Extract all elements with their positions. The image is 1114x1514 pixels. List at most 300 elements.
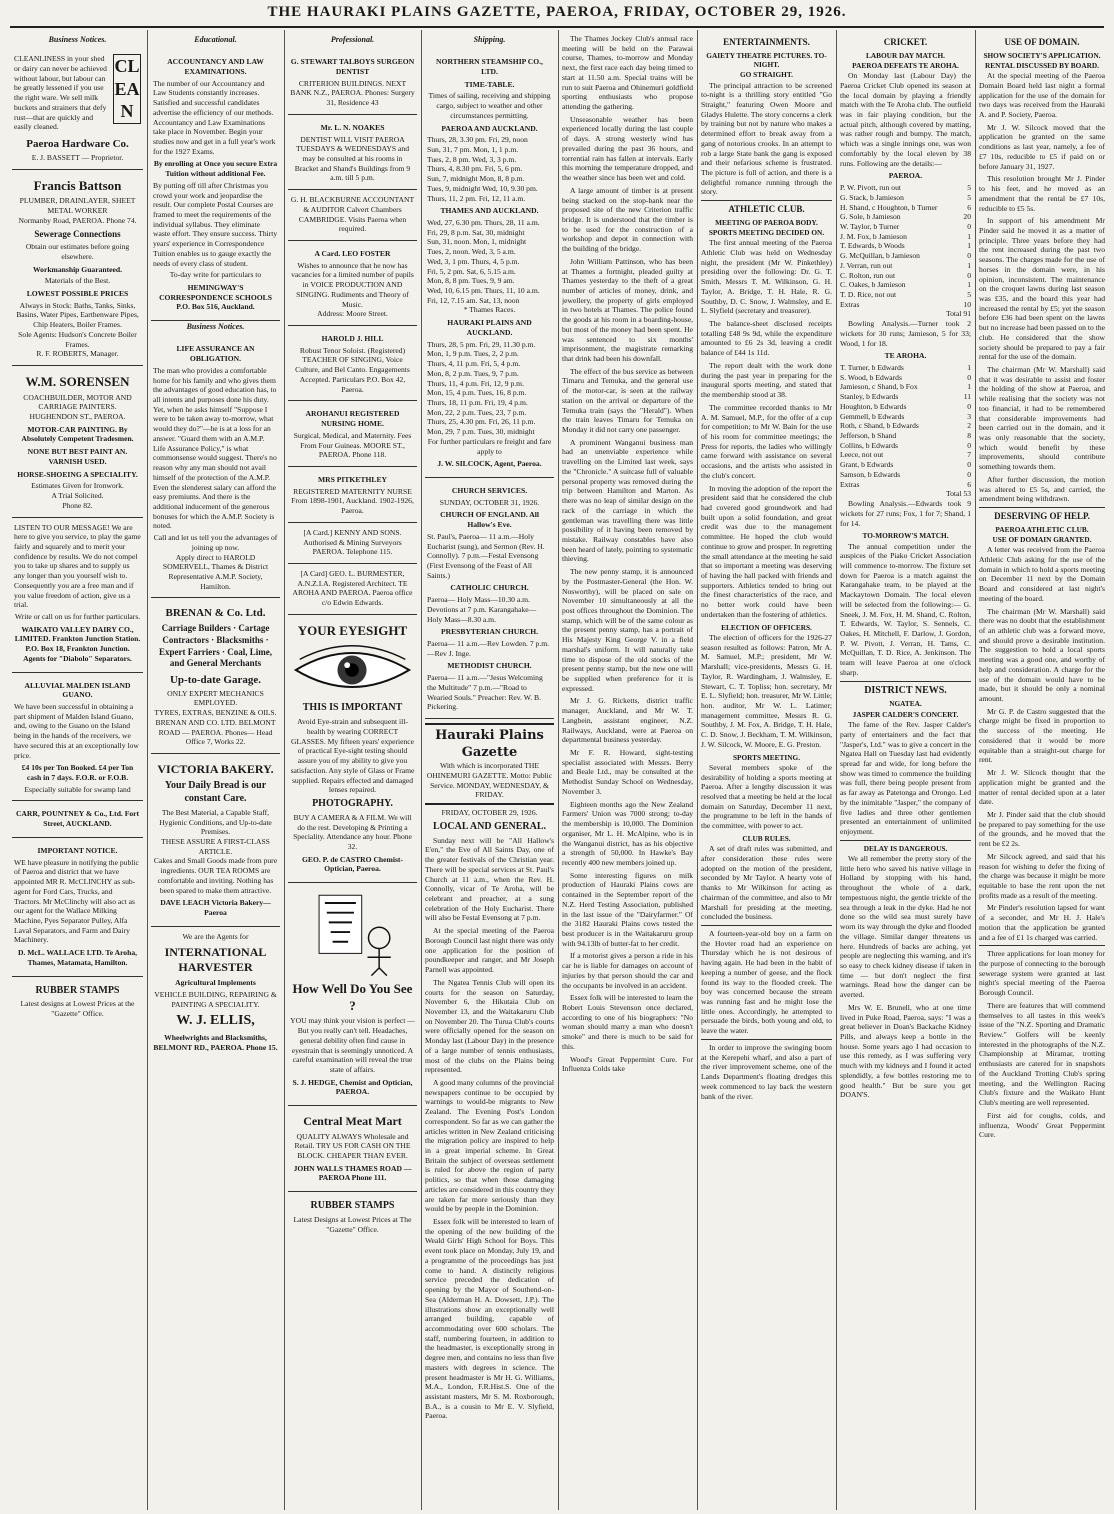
score-row: [840, 373, 971, 383]
score-row: [840, 212, 971, 222]
article-paragraph: Mr J. W. Silcock thought that the application might be granted and the matter of rental decided upon at a later date.: [979, 768, 1105, 807]
score-row: [840, 290, 971, 300]
runs: 1: [967, 382, 971, 392]
athletic-sub: MEETING OF PAEROA BODY.: [715, 217, 818, 227]
athletic-title: ATHLETIC CLUB.: [701, 200, 832, 216]
article-paragraph: A letter was received from the Paeroa Athletic Club asking for the use of the domain in which to hold a sports meeting on December 11 next by the Domain Board and considered at last night's meeting of the board.: [979, 545, 1105, 603]
timetable-row: Thurs, 18, 11 p.m. Fri, 19, 4 p.m.: [427, 397, 528, 407]
lowest-prices: LOWEST POSSIBLE PRICES: [26, 288, 129, 298]
listen-text: LISTEN TO OUR MESSAGE! We are here to give you service, to play the game fairly and squarely and to merit your confidence by results. We do not compel you to take up shares and to supply us any longer than you yourself wish to. Consequently you are a free man and if you value freedom of action, give us a trial.: [14, 522, 141, 610]
ent-title: ENTERTAINMENTS.: [723, 37, 810, 47]
score-row: [840, 261, 971, 271]
batsman: Samson, b Edwards: [840, 469, 901, 479]
sole-agents: Sole Agents: Hudson's Concrete Boiler Frames.: [18, 329, 137, 349]
officers-text: The election of officers for the 1926-27 season resulted as follows: Patron, Mr A. M. Samuel, M.P.; president, Mr W. Marshall; vice-presidents, Messrs G. H. Taylor, R. Wardingham, J. Walmsley, E. Stewart, C. T. Topliss; hon. secretary, Mr E. L. Slyfield; hon. treasurer, Mr W. Little; hon. auditor, Mr W. L. Latimer; management committee, Messrs R. G. Southby, J. M. Fox, A. Bridge, T. H. Hale, C. D. Snow, J. Beckham, T. M. Wilkinson, J. W. Silcock, W. Moore, E. G. Preston.: [701, 632, 832, 749]
enrol-heading: By enrolling at Once you secure Extra Tuition without additional Fee.: [153, 159, 278, 179]
blackburne-ad: [288, 190, 417, 241]
paeroa-defeats: PAEROA DEFEATS TE AROHA.: [852, 60, 959, 70]
article-paragraph: At the special meeting of the Paeroa Domain Board held last night a formal application for the use of the domain for two days was received from the Hauraki A. and P. Society, Paeroa.: [979, 71, 1105, 120]
hedge: S. J. HEDGE, Chemist and Optician, PAEROA.: [292, 1077, 413, 1097]
runs: 1: [967, 241, 971, 251]
manager: R. F. ROBERTS, Manager.: [36, 349, 119, 359]
column-cricket: [840, 34, 971, 1510]
foster-ad: [288, 241, 417, 326]
domain-granted: USE OF DOMAIN GRANTED.: [992, 534, 1092, 544]
aroha-heading: TE AROHA.: [884, 351, 927, 361]
noakes: Mr. L. N. NOAKES: [320, 122, 385, 132]
timetable-text: Times of sailing, receiving and shipping cargo, subject to weather and other circumstances permitting.: [428, 91, 551, 120]
life-assurance-ad: [151, 336, 280, 598]
column-divider: [421, 30, 422, 1510]
timetable-row: Mon, 8, 2 p.m. Tues, 9, 7 p.m.: [427, 368, 519, 378]
local-paragraphs: [425, 836, 554, 1421]
runs: 5: [967, 183, 971, 193]
runs: 1: [967, 363, 971, 373]
arohanui: AROHANUI REGISTERED NURSING HOME.: [305, 409, 400, 429]
sorensen-ad: [12, 366, 143, 518]
none-but-best: NONE BUT BEST PAINT AN. VARNISH USED.: [27, 447, 128, 466]
presby-text: Paeroa— 11 a.m.—Rev Lowden. 7 p.m.—Rev J. Inge.: [427, 639, 550, 658]
methodist: METHODIST CHURCH.: [447, 661, 532, 671]
score-row: [840, 193, 971, 203]
score-row: [840, 460, 971, 470]
church-services: [425, 478, 554, 719]
timetable-row: Mon, 29, 7 p.m. Tues, 30, midnight: [427, 427, 535, 437]
meat-text: QUALITY ALWAYS Wholesale and Retail. TRY US FOR CASH ON THE BLOCK. CHEAPER THAN EVER.: [294, 1131, 411, 1160]
timetable-row: Thurs, 25, 4.30 pm. Fri, 26, 11 p.m.: [427, 417, 536, 427]
score-row: [840, 363, 971, 373]
rubber-stamps-text: Latest Designs at Lowest Prices at The "Gazette" Office.: [293, 1214, 412, 1234]
garage-heading: Up-to-date Garage.: [169, 673, 262, 686]
batsman: T. Edwards, b Woods: [840, 241, 905, 251]
harvester-ad: [151, 927, 280, 1061]
pitkethley: MRS PITKETHLEY: [318, 474, 387, 484]
church-england: CHURCH OF ENGLAND. All Hallow's Eve.: [440, 510, 539, 530]
carr-pountney: CARR, POUNTNEY & Co., Ltd. Fort Street, AUCKLAND.: [15, 809, 140, 829]
help-sub: PAEROA ATHLETIC CLUB.: [995, 524, 1089, 534]
article-paragraph: Mr Silcock agreed, and said that his reason for wishing to defer the fixing of the charge was because it might be more equitable to base the rent upon the net profits made as a result of the meeting.: [979, 851, 1105, 900]
runs: 0: [967, 469, 971, 479]
rubber-stamps-ad: [12, 977, 143, 1025]
article-paragraph: In moving the adoption of the report the president said that he considered the club had covered good groundwork and had built upon a solid foundation, and great credit was due to the management committee. He hoped the club would continue to grow and prosper. In regretting the small attendance at the meeting he said that so important a meeting was deserving of having the hall packed with friends and supporters. Athletics tended to bring out the finest characteristics of the race, and no better work could have been undertaken than the fostering of athletics.: [701, 483, 832, 619]
brenan-name: BRENAN & Co. Ltd.: [165, 607, 266, 620]
implements: Agricultural Implements: [175, 978, 256, 988]
score-row: [840, 183, 971, 193]
runs: 1: [967, 231, 971, 241]
catholic-text: Paeroa— Holy Mass—10.30 a.m. Devotions at 7 p.m. Karangahake— Holy Mass—8.30 a.m.: [427, 595, 537, 624]
score-row: [840, 450, 971, 460]
accountancy-title: ACCOUNTANCY AND LAW EXAMINATIONS.: [167, 57, 264, 76]
battson-ad: [12, 170, 143, 366]
help-title: DESERVING OF HELP.: [979, 507, 1105, 523]
catholic: CATHOLIC CHURCH.: [450, 583, 529, 593]
score-row: [840, 441, 971, 451]
article-paragraph: Wood's Great Peppermint Cure. For Influenza Colds take: [562, 1054, 693, 1074]
officers-heading: ELECTION OF OFFICERS.: [721, 622, 812, 632]
batsman: Extras: [840, 299, 860, 309]
foster-title: A Card. LEO FOSTER: [314, 249, 391, 259]
delay-text: We all remember the pretty story of the little hero who saved his native village in Holland by stopping with his hand, throughout the whole of a dark, tempestuous night, the gentle trickle of the sea through a leak in the dyke. Had he not done so the wild sea must surely have worn its way through the dyke and flooded the village. Similar danger threatens us here. Hundreds of backs are aching, yet people are neglecting this warning, and it's so easy to check kidney disease if taken in time — but don't neglect the first warnings. Read how the danger can be averted.: [840, 854, 971, 1000]
runs: 7: [967, 450, 971, 460]
battson-name: Francis Battson: [33, 177, 122, 193]
route-heading: PAEROA AND AUCKLAND.: [441, 123, 538, 133]
article-paragraph: If a motorist gives a person a ride in his car he is liable for damages on account of injuries by that person should the car and the occupants be involved in an accident.: [562, 951, 693, 990]
runs: 5: [967, 289, 971, 299]
article-paragraph: After further discussion, the motion was altered to £5 5s, and carried, the amendment being withdrawn.: [979, 474, 1105, 504]
help-paragraphs: [979, 545, 1105, 942]
noakes-text: DENTIST WILL VISIT PAEROA TUESDAYS & WEDNESDAYS and may be consulted at his rooms in Bracket and Shand's Buildings from 9 a.m. till 5 p.m.: [294, 134, 411, 183]
write-particulars: To-day write for particulars to: [169, 270, 262, 280]
article-paragraph: The first annual meeting of the Paeroa Athletic Club was held on Wednesday night, the president (Mr W. Pinkethley) presiding over the following: Dr. G. T. Smith, Messrs T. M. Wilkinson, G. H. Taylor, A. Bridge, T. H. Hale, R. G. Southby, D. C. Snow, J. Walmsley, and E. L. Slyfield (secretary and treasurer).: [701, 238, 832, 316]
section-heading: Business Notices.: [186, 322, 245, 332]
batsman: G. McQuillan, b Jamieson: [840, 251, 920, 261]
go-text: The principal attraction to be screened to-night is a thrilling story entitled "Go Straight," featuring Owen Moore and Gladys Hulette. The story concerns a clerk by training but not by nature who makes a determined effort to break away from a gang of notorious crooks. In an attempt to rob a large State bank the gang is exposed and their nefarious scheme is frustrated. The picture is full of action, and there is a delightful romance running through the story.: [701, 80, 832, 197]
runs: 0: [967, 460, 971, 470]
hill: HAROLD J. HILL: [321, 334, 384, 344]
pitkethley-ad: [288, 467, 417, 523]
route-rows: [427, 135, 552, 203]
batsman: Leece, not out: [840, 450, 884, 460]
tomorrow-match: TO-MORROW'S MATCH.: [862, 531, 949, 541]
talboys-ad: [288, 49, 417, 115]
cricket-title: CRICKET.: [883, 37, 928, 47]
aroha-bowling: Bowling Analysis.—Edwards took 9 wickets for 27 runs; Fox, 1 for 7; Shand, 1 for 14.: [840, 499, 971, 528]
batsman: T. Turner, b Edwards: [840, 363, 904, 373]
timetable-row: Fri, 12, 7.15 am. Sat, 13, noon: [427, 295, 520, 305]
rubber-stamps: RUBBER STAMPS: [35, 984, 120, 996]
agents-text: We are the Agents for: [182, 931, 249, 941]
aroha-scorecard: [840, 363, 971, 489]
timetable-row: Sun, 31, noon. Mon, 1, midnight: [427, 237, 527, 247]
column-professional: [288, 34, 417, 1510]
tyres: TYRES, EXTRAS, BENZINE & OILS.: [154, 708, 277, 718]
brenan-address: BRENAN AND CO. LTD. BELMONT ROAD — PAEROA. Phones— Head Office 7, Works 22.: [155, 717, 276, 747]
column-shipping: [425, 34, 554, 1510]
route-rows: [427, 218, 552, 305]
talboys-address: CRITERION BUILDINGS. NEXT BANK N.Z., PAEROA. Phones: Surgery 31, Residence 43: [290, 78, 415, 108]
article-paragraph: In support of his amendment Mr Pinder said he moved it as a matter of principle. Three years before they had the rent increased during the past two seasons. The charges made for the use of horses in the domain were, in his opinion, inconsistent. The maintenance on the croquet lawns during last season was £35, and the board this year had increased the rental by £5; yet the season before £36 had been spent on the lawns but no increase had been passed on to the club. He considered that the show society should be prepared to pay a fair rental for the use of the domain.: [979, 216, 1105, 362]
article-paragraph: Essex folk will be interested to learn the Robert Louis Stevenson once declared, according to one of his biographers: "No woman should marry a man who doesn't smoke" and there is much to be said for this.: [562, 993, 693, 1051]
gazette-nameplate: [425, 723, 554, 805]
domain-paragraphs: [979, 71, 1105, 504]
kenny: [A Card.] KENNY AND SONS. Authorised & Mining Surveyors PAEROA. Telephone 115.: [303, 527, 402, 557]
timetable-row: Mon, 1, 9 p.m. Tues, 2, 2 p.m.: [427, 349, 519, 359]
rubber-stamps-ad: [288, 1192, 417, 1240]
life-title: LIFE ASSURANCE AN OBLIGATION.: [176, 344, 255, 364]
local-general: LOCAL AND GENERAL.: [432, 820, 547, 832]
guano-suitable: Especially suitable for swamp land: [24, 784, 131, 794]
life-call: Call and let us tell you the advantages of joining up now.: [153, 533, 278, 552]
cricket-text: On Monday last (Labour Day) the Paeroa Cricket Club opened its season at the local domain by playing a friendly match with the Te Aroha club. The outfield was in fair playing condition, but the actual pitch, although covered by matting, was rather rough and bumpy. The match, which was a single innings one, was won comfortably by the local eleven by 38 runs. Following are the details:—: [840, 71, 971, 168]
score-row: [840, 241, 971, 251]
domain-title: USE OF DOMAIN.: [1004, 37, 1080, 47]
timetable-row: Mon, 22, 2 p.m. Tues, 23, 7 p.m.: [427, 407, 527, 417]
waikato-ad: [12, 518, 143, 673]
hill-ad: [288, 326, 417, 401]
paeroa-total: Total 91: [946, 309, 971, 319]
hardware-ad: [12, 49, 143, 170]
score-row: [840, 412, 971, 422]
timetable-row: Thurs, 4, 11 p.m. Fri, 5, 4 p.m.: [427, 359, 521, 369]
article-paragraph: Unseasonable weather has been experienced locally during the last couple of days. A strong westerly wind has prevailed during the past 36 hours, and torrential rain has fallen at intervals. Early this morning the temperature dropped, and the weather since has been wet and cold.: [562, 114, 693, 183]
calder-concert: JASPER CALDER'S CONCERT.: [852, 709, 959, 719]
batsman: C. Rolton, run out: [840, 270, 896, 280]
gazette-sub: With which is incorporated THE OHINEMURI GAZETTE. Motto: Public Service. MONDAY, WEDNESDAY, & FRIDAY.: [426, 761, 553, 800]
write-call: Write or call on us for further particulars.: [14, 611, 141, 621]
batsman: Collins, b Edwards: [840, 440, 899, 450]
domain-sub: SHOW SOCIETY'S APPLICATION.: [983, 50, 1101, 60]
eye-icon: [290, 641, 415, 699]
carr-ad: [12, 801, 143, 837]
batsman: P. W. Pivott, run out: [840, 183, 901, 193]
masthead-rule: [10, 26, 1104, 28]
sewerage-text: Obtain our estimates before going elsewhere.: [25, 242, 130, 261]
hedge-ad: [288, 883, 417, 1106]
column-news: [562, 34, 693, 1510]
section-heading: Business Notices.: [48, 35, 107, 44]
walls: JOHN WALLS THAMES ROAD — PAEROA Phone 111.: [293, 1163, 412, 1183]
timetable-row: Thurs, 28, 3.30 pm. Fri, 29, noon: [427, 135, 528, 145]
batsman: Jamieson, c Shand, b Fox: [840, 382, 918, 392]
article-paragraph: The chairman (Mr W. Marshall) said there was no doubt that the establishment of an athletic club was a forward move, and should prove a desirable institution. The suggestion to hold a local sports meeting was a good one, and worthy of help and consideration. A charge for the use of the domain would have to be made, but it should be only a nominal amount.: [979, 606, 1105, 704]
batsman: Jefferson, b Shand: [840, 431, 897, 441]
improve-text: In order to improve the swinging boom at the Kerepehi wharf, and also a part of the river improvement scheme, one of the Lands Department's floating dredges this week commenced to lay back the western bank of the river.: [701, 1042, 832, 1101]
eye-text: Avoid Eye-strain and subsequent ill-health by wearing CORRECT GLASSES. My fifteen years' experience of practical Eye-sight testing should assure you of my ability to give you satisfaction. Any style of Glass or Frame supplied. Repairs effected and damaged lenses repaired.: [290, 717, 415, 795]
calder-text: The fame of the Rev. Jasper Calder's party of entertainers and the fact that "Jasper's, Ltd." was to give a concert in the Ngatea Hall on Tuesday last had evidently spread far and wide, for long before the show was timed to commence the building was full, there being people present from as far away as Patetonga and Orongo. Led by the inimitable "Jasper," the company of five ladies and three other gentlemen presented an entertainment of unlimited enjoyment.: [840, 720, 971, 836]
article-paragraph: The chairman (Mr W. Marshall) said that it was desirable to assist and foster the holding of the show at Paeroa, and while realising that the society was not too financial, it had to be remembered that considerable improvements had been carried out in the domain, and it was only reasonable that the society, which would benefit by these improvements, should contribute something towards them.: [979, 365, 1105, 472]
hemingway: HEMINGWAY'S CORRESPONDENCE SCHOOLS P.O. Box 516, Auckland.: [159, 283, 272, 312]
sorensen-name: W.M. SORENSEN: [25, 373, 130, 389]
victoria-bakery: VICTORIA BAKERY.: [157, 761, 274, 776]
enrol-text: By putting off till after Christmas you crowd your work and jeopardise the result. Our complete Postal Courses are framed to meet the requirements of the individual syllabus. They eliminate waste effort. They ensure success. Thirty years' experience in Correspondence Tuition enables us to gauge exactly the needs of every class of student.: [153, 180, 278, 268]
rubber-stamps: RUBBER STAMPS: [310, 1200, 395, 1212]
tomorrow-text: The annual competition under the auspices of the Piako Cricket Association will commence to-morrow. The fixture set down for Paeroa is a match against the Karangahake team, to be played at the Mackaytown Domain. The local eleven will be selected from the following:— G. Sneek, J. M. Fox, H. M. Shand, C. Rolton, T. Edwards, W. Taylor, S. Sennels, C. Oakes, H. Mitchell, F. Darlow, J. Gordon, P. W. Pivott, J. Verran, H. Tams, C. McQuillan, T. D. Rice, A. Jenkinson. The team will leave Paeroa at one o'clock sharp.: [840, 541, 971, 677]
article-paragraph: The report dealt with the work done during the past year in preparing for the inaugural sports meeting, and stated that the membership stood at 38.: [701, 360, 832, 400]
column-divider: [836, 30, 837, 1510]
meat-mart-ad: [288, 1106, 417, 1192]
batsman: Roth, c Shand, b Edwards: [840, 421, 919, 431]
batsman: Houghton, b Edwards: [840, 401, 907, 411]
important-heading: THIS IS IMPORTANT: [302, 702, 403, 714]
article-paragraph: The committee recorded thanks to Mr A. M. Samuel, M.P., for the offer of a cup for competition; to Mr W. Bain for the use of his room for committee meetings; the Press for reports, the ladies who willingly came forward with assistance on several occasions, and the artists who assisted in the club's concert.: [701, 402, 832, 480]
runs: 0: [967, 372, 971, 382]
runs: 0: [967, 221, 971, 231]
gazette-date: FRIDAY, OCTOBER 29, 1926.: [441, 808, 538, 818]
materials: Materials of the Best.: [44, 276, 111, 286]
article-paragraph: Sunday next will be "All Hallow's E'en," the Eve of All Saints Day, one of the greater festivals of the Christian year. There will be special services at St. Paul's Church at 11 a.m., when the Rev. H. Connolly, vicar of Te Aroha, will be celebrant and preacher, at a sung celebration of the Holy Eucharist. There will also be Festal Evensong at 7 p.m.: [425, 835, 554, 923]
accountancy-ad: [151, 49, 280, 321]
article-paragraph: The effect of the bus service as between Timaru and Temuka, and the general use of the motor-car, is seen at the railway station on the arrival or departure of the Temuka train (says the "Herald"). When the train leaves Timaru for Temuka on Monday it did not carry one passenger.: [562, 366, 693, 435]
article-paragraph: At the special meeting of the Paeroa Borough Council last night there was only one application for the position of poundkeeper and ranger, and Mr Joseph Parnell was appointed.: [425, 926, 554, 975]
timetable-row: Mon, 8, 8 pm. Tues, 9, 9 am.: [427, 276, 515, 286]
article-paragraph: Some interesting figures on milk production of Hauraki Plains cows are contained in the September report of the N.Z. Herd Testing Association, published in the last issue of the "Dairyfarmer." Of the 3182 Hauraki Plains cows tested the best producer is in the Waitakaruru group with 94.13lb of butter-fat to her credit.: [562, 870, 693, 948]
phone: Phone 82.: [62, 500, 93, 510]
ellis-trade: Wheelwrights and Blacksmiths, BELMONT RD., PAEROA. Phone 15.: [153, 1033, 278, 1053]
battson-trade: PLUMBER, DRAINLAYER, SHEET METAL WORKER: [19, 196, 136, 216]
rental-discussed: RENTAL DISCUSSED BY BOARD.: [985, 60, 1099, 70]
column-domain: [979, 34, 1105, 1510]
important-notice-ad: [12, 838, 143, 977]
timetable-row: Thurs, 28, 5 pm. Fri, 29, 11.30 p.m.: [427, 339, 536, 349]
sewerage-heading: Sewerage Connections: [34, 228, 121, 239]
article-paragraph: This resolution brought Mr J. Pinder to his feet, and he moved as an amendment that the rental be £7 10s, reducible to £5 5s.: [979, 174, 1105, 213]
article-paragraph: A prominent Wanganui business man had an unenviable experience while travelling on the Limited last week, says the "Chronicle." A suitcase full of valuable personal property was removed during the trip between Hamilton and Marton. As there was no leap of similar design on the rack of the carriage in which the gentleman was travelling there was little possibility of it having been removed by mistake. Railway constables have also been heard of lately, pointing to systematic thieving.: [562, 437, 693, 564]
arohanui-ad: [288, 401, 417, 467]
batsman: J. M. Fox, b Jamieson: [840, 231, 907, 241]
features-text: There are features that will commend themselves to all tastes in this week's issue of the "N.Z. Sporting and Dramatic Review." Golfers will be keenly interested in the photographs of the N.Z. Championship at Miramar, trotting enthusiasts are catered for in snapshots of the Auckland Trotting Club's spring meeting, and the Wellington Racing Club's fixture and the Waikato Hunt Club's meeting are well represented.: [979, 1000, 1105, 1108]
arohanui-text: Surgical, Medical, and Maternity. Fees From Four Guineas. MOORE ST., PAEROA. Phone 118.: [293, 430, 412, 460]
article-paragraph: Essex folk will be interested to learn of the opening of the new building of the Weald Girls' High School for Boys. This event took place on Monday, July 19, and a programme of the proceedings has just come to hand. A distinctly religious service preceded the dedication of opening by the Mayor of Southend-on-Sea (Alderman H. A. Dowsett, J.P.). The illustrations show an exceptionally well arranged building, capable of accommodating over 600 scholars. The staff, numbering fourteen, in addition to the headmaster, is exceptionally strong in degree men, and contains no less than five masters with degrees in science. The present headmaster is Mr H. G. Williams, M.A., London, F.R.Hist.S. One of the assistant masters, Mr S. M. Roxborough, B.A., is a cousin to Mr E. V. Slyfield, Paeroa.: [425, 1217, 554, 1421]
blackburne: G. H. BLACKBURNE ACCOUNTANT & AUDITOR Calvert Chambers CAMBRIDGE. Visits Paeroa when required.: [290, 195, 415, 234]
trial-solicited: A Trial Solicited.: [51, 491, 104, 501]
guano-title: ALLUVIAL MALDEN ISLAND GUANO.: [24, 680, 131, 700]
ironwork: Estimates Given for Ironwork.: [31, 481, 124, 491]
article-paragraph: The new penny stamp, it is announced by the Postmaster-General (the Hon. W. Nosworthy), will be placed on sale on November 10 simultaneously at all the post offices throughout the Dominion. The stamp, which will be of the same colour as the present penny stamp, has a portrait of His Majesty King George V. in a field marshal's uniform. It will naturally take time to dispose of the old stocks of the present penny stamp, but the new one will be supplied when preference for it is expressed.: [562, 567, 693, 693]
score-row: [840, 203, 971, 213]
score-row: [840, 421, 971, 431]
article-paragraph: A good many columns of the provincial newspapers continue to be occupied by warnings to would-be migrants to New Zealand. The Evening Post's London correspondent. So far as we can gather the articles written in New Zealand criticising the migration policy are inspired to help in a great imperial scheme. In Great Britain the subject of overseas settlement is ruled for above the region of party politics, so that when those damaging articles are considered in this country they are taken far more seriously than they would be by people in the Dominion.: [425, 1077, 554, 1214]
runs: 0: [967, 401, 971, 411]
eye-chart-illustration: [290, 890, 415, 978]
sports-text: Several members spoke of the desirability of holding a sports meeting at Paeroa. After a lengthy discussion it was resolved that a meeting be held at the local domain on Saturday, December 11 next, the programme to be left in the hands of the committee, with power to act.: [701, 762, 832, 831]
victoria-bakery-ad: [151, 754, 280, 927]
section-heading: Educational.: [194, 35, 237, 44]
battson-address: Normanby Road, PAEROA. Phone 74.: [18, 215, 137, 225]
steamship-co: NORTHERN STEAMSHIP CO., LTD.: [436, 57, 543, 76]
article-paragraph: The balance-sheet disclosed receipts totalling £48 9s 9d, while the expenditure amounted to £6 2s 3d, leaving a credit balance of £44 1s 11d.: [701, 319, 832, 358]
horse-shoeing: HORSE-SHOEING A SPECIALITY.: [17, 469, 138, 479]
doan-text: Mrs W. E. Brunell, who at one time lived in Puke Road, Paeroa, says: "I was a great believer in Doan's Backache Kidney Pills, and always keep a bottle in the house. Some years ago I had occasion to use this remedy, as I was suffering very much with my kidneys and I found it acted splendidly, a few bottles restoring me to good health." But be sure you get DOAN'S.: [840, 1002, 971, 1100]
runs: 11: [963, 392, 971, 402]
score-row: [840, 271, 971, 281]
batsman: J. Verran, run out: [840, 260, 893, 270]
how-well-caption: How Well Do You See ?: [292, 981, 413, 1013]
column-divider: [975, 30, 976, 1510]
news-paragraphs: [562, 34, 693, 1074]
rules-text: A set of draft rules was submitted, and after consideration these rules were adopted on the motion of the president, seconded by Mr Taylor. A hearty vote of thanks to Mr Wilkinson for acting as chairman of the committee, and also to Mr Marshall for presiding at the meeting, concluded the business.: [701, 844, 832, 922]
column-divider: [147, 30, 148, 1510]
column-educational: [151, 34, 280, 1510]
hardware-name: Paeroa Hardware Co.: [26, 137, 129, 150]
eyesight-ad: [288, 615, 417, 883]
accountancy-text: The number of our Accountancy and Law Students constantly increases. Satisfied and successful candidates advertise the efficiency of our methods. Accountancy and Law Examinations take place in November. Begin your studies now and get in a full year's work for the 1927 Exams.: [153, 78, 276, 156]
ellis-name: W. J. ELLIS,: [176, 1013, 255, 1029]
foster-text: Wishes to announce that he now has vacancies for a limited number of pupils in VOICE PRODUCTION AND SINGING. Rudiments and Theory of Music.: [291, 260, 414, 309]
batsman: G. Sole, b Jamieson: [840, 212, 901, 222]
rubber-stamps-text: Latest designs at Lowest Prices at the "Gazette" Office.: [20, 999, 135, 1019]
waikato-dairy: WAIKATO VALLEY DAIRY CO., LIMITED. Frankton Junction Station. P.O. Box 18, Frankton Junction. Agents for "Diabolo" Separators.: [14, 624, 141, 663]
score-row: [840, 222, 971, 232]
wallace-ltd: D. McL. WALLACE LTD. Te Aroha, Thames, Matamata, Hamilton.: [17, 948, 138, 967]
cakes-text: Cakes and Small Goods made from pure ingredients. OUR TEA ROOMS are comfortable and inviting. Nothing has been spared to make them attractive.: [153, 856, 278, 895]
see-text: YOU may think your vision is perfect — But you really can't tell. Headaches, general debility often find cause in eyestrain that is seemingly unnoticed. A careful examination will reveal the true state of affairs.: [290, 1016, 415, 1074]
section-heading: Shipping.: [473, 35, 506, 44]
silcock: J. W. SILCOCK, Agent, Paeroa.: [437, 459, 542, 469]
club-rules: CLUB RULES.: [742, 833, 791, 843]
runs: 0: [967, 270, 971, 280]
garage-text: ONLY EXPERT MECHANICS EMPLOYED.: [167, 688, 264, 708]
route-heading: HAURAKI PLAINS AND AUCKLAND.: [447, 318, 532, 337]
go-straight: GO STRAIGHT.: [740, 70, 793, 80]
batsman: G. Stack, b Jamieson: [840, 192, 904, 202]
timetable-row: Tues, 2, 8 pm. Wed, 3, 3 p.m.: [427, 154, 517, 164]
photo-text: BUY A CAMERA & A FILM. We will do the rest. Developing & Printing a Speciality. Attendance any hour. Phone 32.: [293, 812, 412, 851]
guano-ad: [12, 673, 143, 802]
stock-list: Always in Stock: Baths, Tanks, Sinks, Basins, Water Pipes, Earthenware Pipes, Chip Heaters, Boiler Frames.: [16, 300, 139, 330]
sports-meeting: SPORTS MEETING.: [732, 752, 801, 762]
runs: 1: [967, 280, 971, 290]
score-row: [840, 280, 971, 290]
ngatea: NGATEA.: [889, 699, 922, 709]
timetable-row: Sun, 7, midnight Mon, 8, 8 p.m.: [427, 174, 525, 184]
runs: 8: [967, 431, 971, 441]
daily-bread: Your Daily Bread is our constant Care.: [164, 780, 267, 805]
batsman: Grant, b Edwards: [840, 460, 894, 470]
guano-price: £4 10s per Ton Booked. £4 per Ton cash in 7 days. F.O.R. or F.O.B.: [21, 763, 134, 783]
score-row: [840, 300, 971, 310]
further-particulars: For further particulars re freight and fare apply to: [427, 436, 552, 456]
score-row: [840, 480, 971, 490]
runs: 5: [967, 192, 971, 202]
burmester-ad: [288, 564, 417, 615]
masthead: THE HAURAKI PLAINS GAZETTE, PAEROA, FRIDAY, OCTOBER 29, 1926.: [267, 4, 847, 20]
labour-day: LABOUR DAY MATCH.: [866, 50, 945, 60]
timetable-row: Thurs, 4, 8.30 pm. Fri, 5, 6 pm.: [427, 164, 523, 174]
article-paragraph: Eighteen months ago the New Zealand Farmers' Union was 7000 strong; to-day the membership is 10,000. The Dominion organiser, Mr L. H. McAlpine, who is in the Wanganui district, has as his objective a strength of 50,000. In Hawke's Bay recently 400 new members joined up.: [562, 799, 693, 867]
sorensen-trade: COACHBUILDER, MOTOR AND CARRIAGE PAINTERS. HUGHENDON ST., PAEROA.: [23, 392, 132, 422]
timetable-row: Sun, 31, 7 pm. Mon, 1, 1 p.m.: [427, 144, 519, 154]
article-paragraph: Mr G. P. de Castro suggested that the charge might be fixed in proportion to the success of the meeting. He considered that it would be more equitable than a straight-out charge for rent.: [979, 706, 1105, 765]
batsman: S. Wood, b Edwards: [840, 372, 902, 382]
dave-leach: DAVE LEACH Victoria Bakery—Paeroa: [160, 898, 271, 918]
kenny-ad: [288, 523, 417, 564]
article-paragraph: Mr Pinder's resolution lapsed for want of a seconder, and Mr H. J. Hale's motion that the application be granted and a fee of £1 1s charged was carried.: [979, 903, 1105, 942]
timetable-row: Wed, 10, 6.15 pm. Thurs, 11, 10 a.m.: [427, 286, 540, 296]
geese-text: A fourteen-year-old boy on a farm on the Hovter road had an experience on Thursday which he is not desirous of having again. He had been in the habit of keeping a number of geese, and the flock found its way to the flooded creek. The boy was concerned because the stream was running fast and he might lose the little ones. Accordingly, he attempted to persuade the birds, both young and old, to leave the water.: [701, 929, 832, 1036]
loan-text: Three applications for loan money for the purpose of connecting to the borough sewerage system were granted at last night's special meeting of the Paeroa Borough Council.: [979, 949, 1105, 998]
decastro: GEO. P. de CASTRO Chemist-Optician, Paeroa.: [302, 854, 403, 874]
column-divider: [284, 30, 285, 1510]
score-row: [840, 232, 971, 242]
timetable-row: Thurs, 11, 2 pm. Fri, 12, 11 a.m.: [427, 193, 526, 203]
batsman: W. Taylor, b Turner: [840, 221, 900, 231]
workmanship: Workmanship Guaranteed.: [32, 264, 123, 274]
column-business-notices: [12, 34, 143, 1510]
sports-decided: SPORTS MEETING DECIDED ON.: [708, 227, 825, 237]
foster-address: Address: Moore Street.: [317, 309, 388, 319]
district-news: DISTRICT NEWS.: [840, 681, 971, 698]
section-heading: Professional.: [330, 35, 375, 44]
photography: PHOTOGRAPHY.: [312, 798, 393, 810]
church-title: CHURCH SERVICES.: [451, 485, 528, 495]
column-entertainments: [701, 34, 832, 1510]
score-row: [840, 392, 971, 402]
church-date: SUNDAY, OCTOBER 31, 1926.: [439, 497, 540, 507]
column-divider: [697, 30, 698, 1510]
route-rows: [427, 340, 552, 437]
eyesight-heading: YOUR EYESIGHT: [297, 622, 408, 638]
runs: 2: [967, 421, 971, 431]
score-row: [840, 431, 971, 441]
aroha-total: Total 53: [946, 489, 971, 499]
runs: 0: [967, 440, 971, 450]
delay-dangerous: DELAY IS DANGEROUS.: [840, 840, 971, 853]
brenan-services: Carriage Builders · Cartage Contractors · Blacksmiths · Expert Farriers · Coal, Lime, and General Merchants: [159, 623, 272, 669]
clean-text: CLEANLINESS in your shed or dairy can never be achieved without labour, but labour can be greatly lessened if you use the right ware. We sell milk buckets and strainers that defy rust—that are quickly and easily cleaned.: [14, 54, 107, 132]
article-paragraph: The Thames Jockey Club's annual race meeting will be held on the Parawai course, Thames, to-morrow and Monday next, the first race each day being timed to start at 11.50 a.m. Special trains will be run to suit Paeroa and Ohinemuri goldfield sporting enthusiasts who propose attending the gathering.: [562, 34, 693, 112]
timetable-row: Tues, 9, midnight Wed, 10, 9.30 pm.: [427, 183, 538, 193]
timetable-row: Tues, 2, noon. Wed, 3, 5 a.m.: [427, 247, 516, 257]
